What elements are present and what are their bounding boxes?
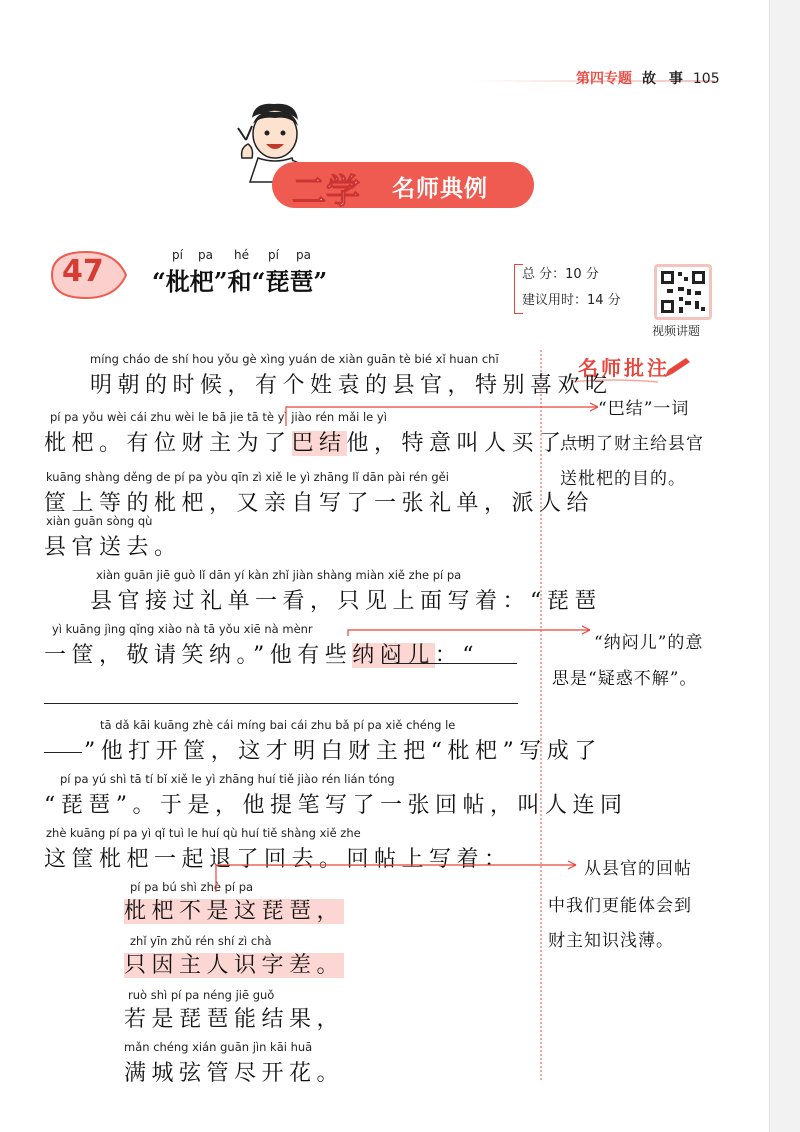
total-score: 总 分：10 分: [522, 267, 599, 282]
poem-line: 只因主人识字差。: [124, 953, 345, 978]
title-pinyin: pí: [172, 248, 183, 262]
pinyin-line: mǎn chéng xián guān jìn kāi huā: [124, 1040, 313, 1054]
story-line: ”他打开筐，这才明白财主把“枇杷”写成了: [84, 739, 602, 764]
answer-blank[interactable]: [44, 752, 82, 753]
title-pinyin: pa: [296, 248, 311, 262]
annotation-note: “纳闷儿”的意: [594, 633, 704, 653]
pinyin-line: míng cháo de shí hou yǒu gè xìng yuán de xiàn guān tè bié xǐ huan chī: [90, 352, 499, 366]
annotation-divider: [540, 350, 542, 1080]
pinyin-line: pí pa yǒu wèi cái zhu wèi le bā jie tā tè yì jiào rén mǎi le yì: [50, 410, 387, 424]
pinyin-line: pí pa yú shì tā tí bǐ xiě le yì zhāng huí tiě jiào rén lián tóng: [60, 772, 395, 786]
story-line: “琵琶”。于是，他提笔写了一张回帖，叫人连同: [44, 793, 628, 818]
page-edge: [769, 0, 800, 1132]
banner-label: 名师典例: [392, 176, 488, 202]
video-label[interactable]: 视频讲题: [652, 324, 701, 338]
annotation-note: 点明了财主给县官 送枇杷的目的。: [560, 434, 704, 489]
pinyin-line: xiàn guān jiē guò lǐ dān yí kàn zhǐ jiàn shàng miàn xiě zhe pí pa: [96, 568, 462, 582]
suggested-time: 建议用时：14 分: [522, 293, 621, 308]
answer-blank[interactable]: [383, 663, 517, 664]
story-line: 县官接过礼单一看，只见上面写着：“琵琶: [90, 589, 602, 614]
pinyin-line: kuāng shàng děng de pí pa yòu qīn zì xiě le yì zhāng lǐ dān pài rén gěi: [46, 470, 449, 484]
story-line: 这筐枇杷一起退了回去。回帖上写着：: [44, 847, 512, 872]
poem-line: 若是琵琶能结果，: [124, 1007, 345, 1032]
story-line: 筐上等的枇杷，又亲自写了一张礼单，派人给: [44, 491, 595, 516]
annotation-note: 从县官的回帖: [584, 859, 692, 879]
annotation-note: 思是“疑惑不解”。: [552, 669, 698, 689]
category-label: 故 事: [642, 71, 687, 87]
lesson-number: 47: [62, 254, 104, 289]
poem-line: 满城弦管尽开花。: [124, 1061, 345, 1086]
pinyin-line: zhǐ yīn zhǔ rén shí zì chà: [130, 934, 272, 948]
lesson-title: “枇杷”和“琵琶”: [152, 267, 328, 296]
section-label: 第四专题: [576, 71, 632, 87]
pinyin-line: zhè kuāng pí pa yì qǐ tuì le huí qù huí tiě shàng xiě zhe: [46, 826, 361, 840]
pinyin-line: yì kuāng jìng qǐng xiào nà tā yǒu xiē nà mènr: [52, 622, 313, 636]
annotation-header: 名师批注: [578, 356, 670, 380]
title-pinyin: pa: [198, 248, 213, 262]
info-bracket: [514, 264, 523, 314]
score-info: [522, 262, 621, 314]
qr-code-icon[interactable]: [654, 264, 712, 320]
banner-xue: 二学: [292, 172, 360, 212]
story-line: 枇杷。有位财主为了巴结他，特意叫人买了一: [44, 431, 595, 456]
highlight-namenr: 纳闷儿: [352, 643, 435, 668]
annotation-note: 中我们更能体会到 财主知识浅薄。: [548, 896, 692, 951]
poem-line: 枇杷不是这琵琶，: [124, 899, 345, 924]
pinyin-line: tā dǎ kāi kuāng zhè cái míng bai cái zhu bǎ pí pa xiě chéng le: [100, 718, 456, 732]
annotation-note: “巴结”一词: [598, 399, 690, 419]
page-number: 105: [692, 71, 720, 87]
highlight-bajie: 巴结: [291, 431, 347, 456]
pinyin-line: ruò shì pí pa néng jiē guǒ: [128, 988, 275, 1002]
story-line: 一筐，敬请笑纳。”他有些纳闷儿：“: [44, 643, 480, 668]
story-line: 明朝的时候，有个姓袁的县官，特别喜欢吃: [90, 373, 613, 398]
pinyin-line: pí pa bú shì zhè pí pa: [130, 880, 254, 894]
answer-blank[interactable]: [44, 703, 518, 704]
title-pinyin: hé: [234, 248, 249, 262]
story-line: 县官送去。: [44, 535, 182, 560]
running-header: [576, 68, 720, 88]
title-pinyin: pí: [268, 248, 279, 262]
pinyin-line: xiàn guān sòng qù: [46, 514, 153, 528]
